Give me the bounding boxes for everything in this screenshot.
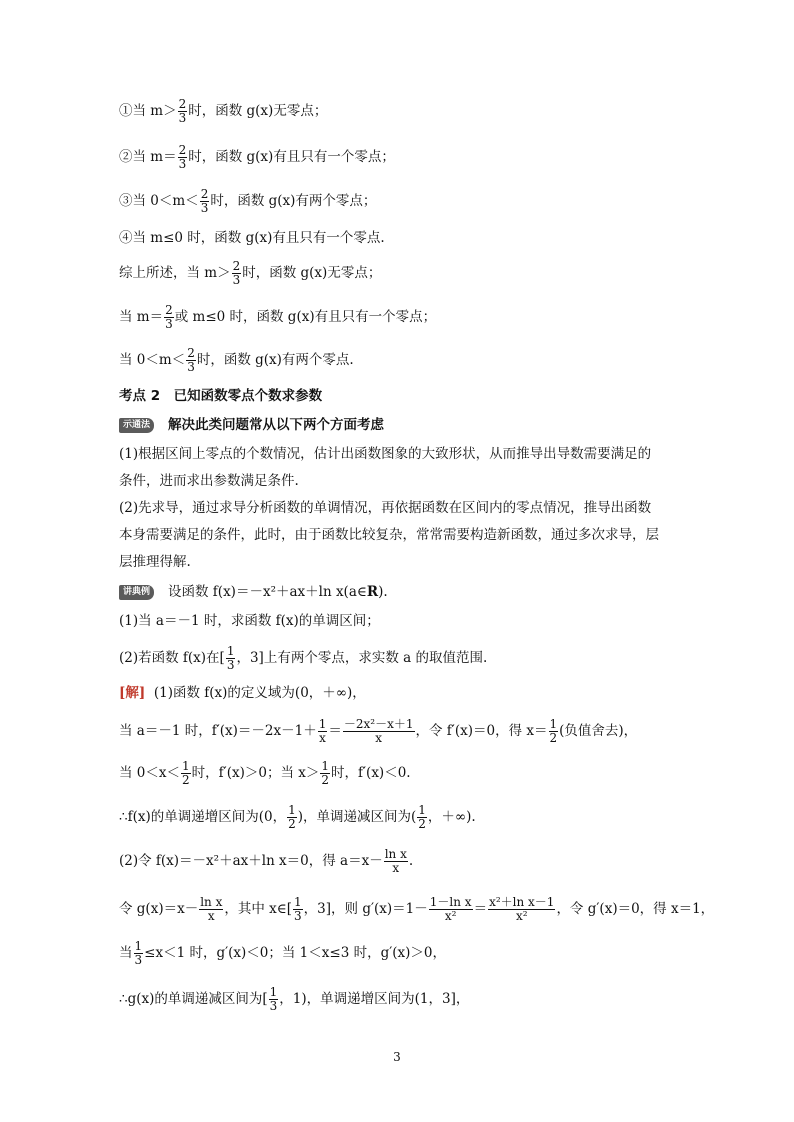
fraction-half: $\frac{1}{2}$ — [182, 759, 190, 787]
solution-line-6-text-e: ，令 g′(x)＝0，得 x＝1， — [556, 901, 715, 917]
solution-line-5-text-a: (2)令 f(x)＝－x²＋ax＋ln x＝0，得 a＝x－ — [119, 853, 383, 869]
solution-line-3-text-b: 时，f′(x)＞0；当 x＞ — [191, 765, 320, 781]
solution-line-5-text-b: . — [408, 853, 414, 869]
summary-2-text-b: 或 m≤0 时，函数 g(x)有且只有一个零点； — [174, 309, 437, 325]
method-header — [119, 414, 684, 436]
method-p1-line-1: (1)根据区间上零点的个数情况，估计出函数图象的大致形状，从而推导出导数需要满足的 — [119, 446, 652, 462]
summary-1 — [119, 260, 684, 287]
solution-line-3-text-a: 当 0＜x＜ — [119, 765, 180, 781]
fraction-one-third: $\frac{1}{3}$ — [269, 985, 278, 1013]
summary-1-text-b: 时，函数 g(x)无零点； — [242, 265, 382, 281]
fraction-half: $\frac{1}{2}$ — [549, 717, 558, 745]
case-2-text-a: ②当 m＝ — [119, 149, 177, 165]
example-text-b: ). — [378, 584, 388, 600]
fraction-two-thirds: $\frac{2}{3}$ — [178, 97, 187, 125]
case-2 — [119, 144, 684, 171]
solution-line-7-text-a: 当 — [119, 945, 133, 961]
case-1-text-b: 时，函数 g(x)无零点； — [188, 103, 328, 119]
solution-line-8 — [119, 986, 684, 1013]
method-title: 解决此类问题常从以下两个方面考虑 — [168, 417, 385, 433]
question-1: (1)当 a＝－1 时，求函数 f(x)的单调区间； — [119, 613, 380, 629]
summary-1-text-a: 综上所述，当 m＞ — [119, 265, 231, 281]
example-statement — [119, 581, 684, 603]
method-p2-line-2: 本身需要满足的条件，此时，由于函数比较复杂，常常需要构造新函数，通过多次求导，层 — [119, 527, 659, 543]
summary-2 — [119, 304, 684, 331]
summary-2-text-a: 当 m＝ — [119, 309, 164, 325]
case-1 — [119, 98, 684, 125]
fraction-two-thirds: $\frac{2}{3}$ — [232, 259, 241, 287]
solution-line-6-text-c: ，3]，则 g′(x)＝1－ — [303, 901, 428, 917]
fraction-two-thirds: $\frac{2}{3}$ — [178, 143, 187, 171]
fraction-half: $\frac{1}{2}$ — [418, 803, 426, 831]
fraction-derivative: $\frac{\text{－2x²－x＋1}}{x}$ — [343, 717, 414, 745]
case-3 — [119, 188, 684, 215]
fraction-one-minus-lnx: $\frac{\text{1－ln x}}{\text{x²}}$ — [429, 895, 472, 923]
solution-line-4-text-c: ，＋∞). — [427, 809, 476, 825]
question-2-text-a: (2)若函数 f(x)在[ — [119, 650, 225, 666]
solution-line-4-text-b: )，单调递减区间为( — [297, 809, 417, 825]
solution-line-6-text-a: 令 g(x)＝x－ — [119, 901, 199, 917]
section-title: 考点 2 已知函数零点个数求参数 — [119, 388, 323, 404]
solution-line-6 — [119, 895, 715, 923]
fraction-lnx-over-x: $\frac{\text{ln x}}{x}$ — [384, 847, 407, 875]
fraction-two-thirds: $\frac{2}{3}$ — [165, 303, 173, 331]
solution-line-1 — [119, 682, 684, 704]
solution-line-5 — [119, 848, 684, 875]
question-2-text-b: ，3]上有两个零点，求实数 a 的取值范围. — [236, 650, 488, 666]
case-3-text-a: ③当 0＜m＜ — [119, 193, 199, 209]
solution-line-6-text-b: ，其中 x∈[ — [224, 901, 293, 917]
fraction-lnx-over-x: $\frac{\text{ln x}}{x}$ — [200, 895, 223, 923]
solution-line-2-text-b: ＝ — [328, 723, 342, 739]
solution-line-3 — [119, 760, 684, 787]
solution-line-4 — [119, 804, 684, 831]
method-p2-line-3: 层推理得解. — [119, 554, 191, 570]
method-tag: 示通法 — [119, 418, 154, 433]
method-p2-line-1: (2)先求导，通过求导分析函数的单调情况，再依据函数在区间内的零点情况，推导出函数 — [119, 500, 652, 516]
solution-line-2-text-a: 当 a＝－1 时，f′(x)＝－2x－1＋ — [119, 723, 317, 739]
solution-line-2 — [119, 718, 684, 745]
solution-label: [解] — [119, 685, 146, 701]
fraction-one-third: $\frac{1}{3}$ — [134, 939, 143, 967]
fraction-two-thirds: $\frac{2}{3}$ — [200, 187, 209, 215]
solution-line-8-text-b: ，1)，单调递增区间为(1，3]， — [279, 991, 470, 1007]
solution-line-7 — [119, 940, 684, 967]
method-p1-line-2: 条件，进而求出参数满足条件. — [119, 473, 299, 489]
fraction-half: $\frac{1}{2}$ — [321, 759, 329, 787]
example-text-a: 设函数 f(x)＝－x²＋ax＋ln x(a∈ — [168, 584, 367, 600]
solution-line-8-text-a: ∴g(x)的单调递减区间为[ — [119, 991, 268, 1007]
fraction-g-derivative: $\frac{\text{x²＋ln x－1}}{\text{x²}}$ — [489, 895, 555, 923]
fraction-two-thirds: $\frac{2}{3}$ — [187, 346, 195, 374]
case-3-text-b: 时，函数 g(x)有两个零点； — [210, 193, 377, 209]
solution-line-4-text-a: ∴f(x)的单调递增区间为(0， — [119, 809, 287, 825]
real-set-symbol: R — [366, 584, 379, 600]
summary-3 — [119, 347, 684, 374]
case-2-text-b: 时，函数 g(x)有且只有一个零点； — [188, 149, 395, 165]
solution-line-2-text-d: (负值舍去)， — [559, 723, 638, 739]
fraction-one-third: $\frac{1}{3}$ — [226, 644, 235, 672]
solution-line-7-text-b: ≤x＜1 时，g′(x)＜0；当 1＜x≤3 时，g′(x)＞0， — [144, 945, 447, 961]
page-number: 3 — [393, 1050, 401, 1064]
fraction-one-third: $\frac{1}{3}$ — [294, 895, 302, 923]
case-4: ④当 m≤0 时，函数 g(x)有且只有一个零点. — [119, 230, 385, 246]
solution-line-2-text-c: ，令 f′(x)＝0，得 x＝ — [415, 723, 548, 739]
summary-3-text-a: 当 0＜m＜ — [119, 352, 186, 368]
question-2 — [119, 645, 684, 672]
fraction-one-over-x: $\frac{1}{x}$ — [318, 717, 327, 745]
summary-3-text-b: 时，函数 g(x)有两个零点. — [196, 352, 354, 368]
solution-line-3-text-c: 时，f′(x)＜0. — [330, 765, 411, 781]
case-1-text-a: ①当 m＞ — [119, 103, 177, 119]
fraction-half: $\frac{1}{2}$ — [288, 803, 296, 831]
solution-line-6-text-d: ＝ — [473, 901, 488, 917]
example-tag: 讲典例 — [119, 585, 154, 600]
solution-line-1-text: (1)函数 f(x)的定义域为(0，＋∞)， — [153, 685, 366, 701]
